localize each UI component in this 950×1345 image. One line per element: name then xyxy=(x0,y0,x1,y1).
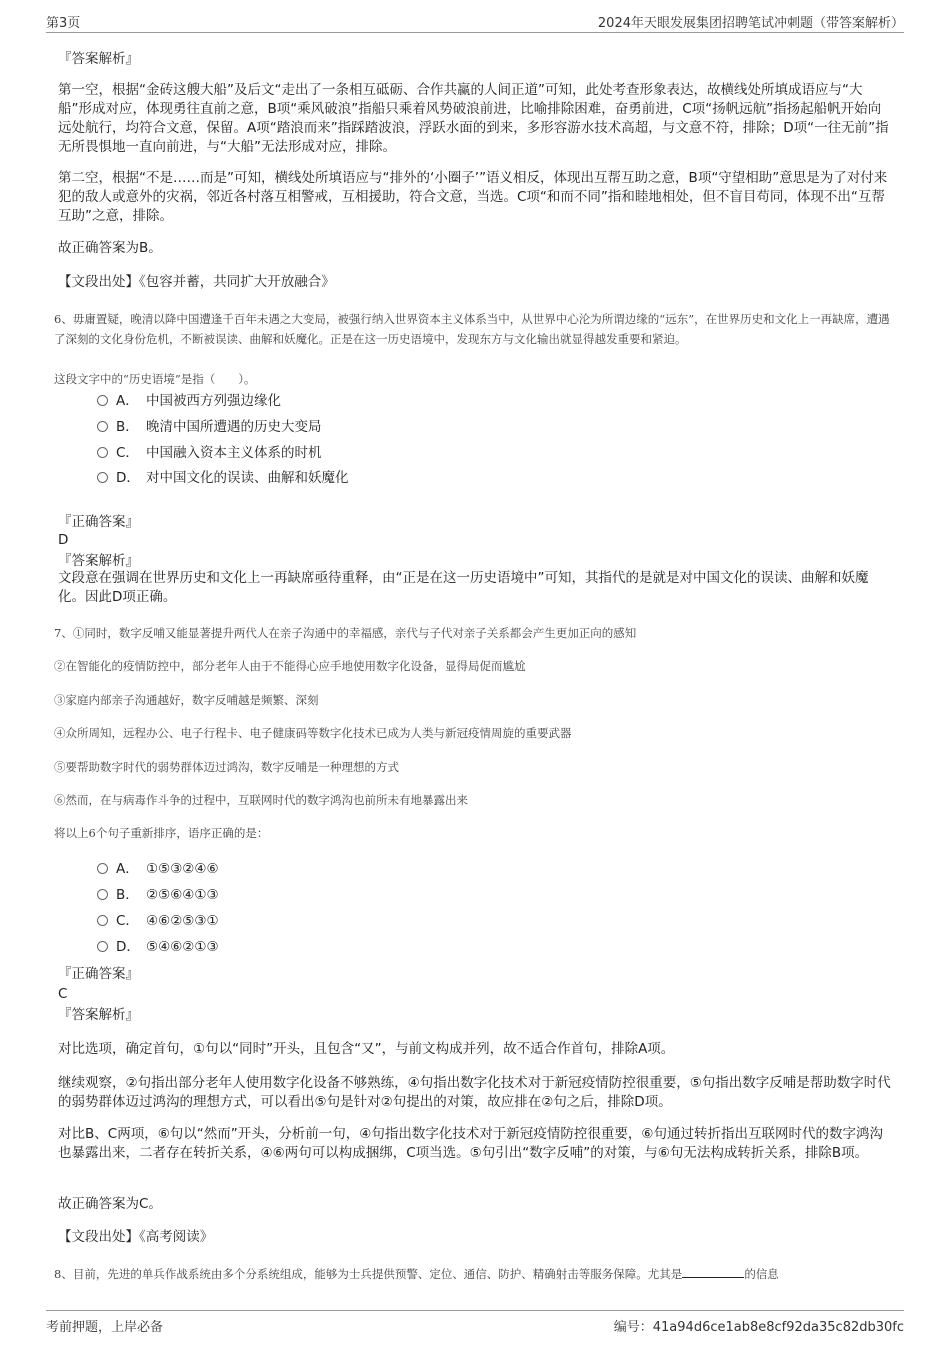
q6-option-d[interactable]: D． 对中国文化的误读、曲解和妖魔化 xyxy=(97,467,349,489)
q5-analysis-label: 『答案解析』 xyxy=(58,51,139,67)
q7-option-b[interactable]: B． ②⑤⑥④①③ xyxy=(97,884,219,906)
q6-option-c[interactable]: C． 中国融入资本主义体系的时机 xyxy=(97,442,322,464)
q5-analysis-para1: 第一空，根据“金砖这艘大船”及后文“走出了一条相互砥砺、合作共赢的人间正道”可知，此处考查形象表达，故横线处所填成语应与“大船”形成对应，体现勇往直前之意，B项“乘风破浪”指船只乘着风势破浪前进，比喻排除困难，奋勇前进，C项“扬帆远航”指扬起船帆开始向远处航行，均符合文意，保留。A项“踏浪而来”指踩踏波浪，浮跃水面的到来，多形容游水技术高超，与文意不符，排除；D项“一往无前”指无所畏惧地一直向前进，与“大船”无法形成对应，排除。 xyxy=(58,82,889,155)
q7-conclusion: 故正确答案为C。 xyxy=(58,1196,162,1212)
q7-option-a[interactable]: A． ①⑤③②④⑥ xyxy=(97,858,219,880)
q6-correct-label: 『正确答案』 xyxy=(58,514,139,530)
radio-icon[interactable] xyxy=(97,915,108,926)
q7-sentence-1: 7、①同时，数字反哺又能显著提升两代人在亲子沟通中的幸福感，亲代与子代对亲子关系都会产生更加正向的感知 xyxy=(54,626,637,640)
q7-analysis-3: 对比B、C两项，⑥句以“然而”开头，分析前一句，④句指出数字化技术对于新冠疫情防控很重要，⑥句通过转折指出互联网时代的数字鸿沟也暴露出来，二者存在转折关系，④⑥两句可以构成捆绑，C项当选。⑤句引出“数字反哺”的对策，与⑥句无法构成转折关系，排除B项。 xyxy=(58,1126,883,1161)
q6-option-b[interactable]: B． 晚清中国所遭遇的历史大变局 xyxy=(97,416,322,438)
radio-icon[interactable] xyxy=(97,447,108,458)
document-id: 编号：41a94d6ce1ab8e8cf92da35c82db30fc xyxy=(613,1320,904,1335)
q7-option-d[interactable]: D． ⑤④⑥②①③ xyxy=(97,936,219,958)
q7-analysis-label: 『答案解析』 xyxy=(58,1007,139,1023)
q7-analysis-2: 继续观察，②句指出部分老年人使用数字化设备不够熟练，④句指出数字化技术对于新冠疫情防控很重要，⑤句指出数字反哺是帮助数字时代的弱势群体迈过鸿沟的理想方式，可以看出⑤句是针对②句提出的对策，故应排在②句之后，排除D项。 xyxy=(58,1075,891,1110)
q6-analysis-label: 『答案解析』 xyxy=(58,553,139,569)
page-number: 第3页 xyxy=(46,16,81,31)
q5-analysis-para2: 第二空，根据“不是……而是”可知，横线处所填语应与“排外的‘小圈子’”语义相反，体现出互帮互助之意，B项“守望相助”意思是为了对付来犯的敌人或意外的灾祸，邻近各村落互相警戒，互相援助，符合文意，当选。C项“和而不同”指和睦地相处，但不盲目苟同，体现不出“互帮互助”之意，排除。 xyxy=(58,170,888,224)
q7-sentence-2: ②在智能化的疫情防控中，部分老年人由于不能得心应手地使用数字化设备，显得局促而尴尬 xyxy=(54,659,526,673)
q7-source: 【文段出处】《高考阅读》 xyxy=(58,1229,214,1245)
radio-icon[interactable] xyxy=(97,941,108,952)
q7-question: 将以上6个句子重新排序，语序正确的是： xyxy=(54,826,269,840)
q6-analysis: 文段意在强调在世界历史和文化上一再缺席亟待重释，由“正是在这一历史语境中”可知，其指代的是就是对中国文化的误读、曲解和妖魔化。因此D项正确。 xyxy=(58,570,869,605)
document-title: 2024年天眼发展集团招聘笔试冲刺题（带答案解析） xyxy=(597,16,904,31)
radio-icon[interactable] xyxy=(97,889,108,900)
q6-option-a[interactable]: A． 中国被西方列强边缘化 xyxy=(97,390,281,412)
q7-sentence-4: ④众所周知，远程办公、电子行程卡、电子健康码等数字化技术已成为人类与新冠疫情周旋的重要武器 xyxy=(54,726,572,740)
radio-icon[interactable] xyxy=(97,395,108,406)
q7-correct-label: 『正确答案』 xyxy=(58,966,139,982)
q7-correct-answer: C xyxy=(58,986,68,1002)
q6-question: 这段文字中的“历史语境”是指（ ）。 xyxy=(54,372,256,386)
q5-source: 【文段出处】《包容并蓄，共同扩大开放融合》 xyxy=(58,274,335,290)
answer-blank xyxy=(682,1265,744,1278)
page-footer xyxy=(46,1310,904,1335)
q5-conclusion: 故正确答案为B。 xyxy=(58,240,162,256)
q7-sentence-3: ③家庭内部亲子沟通越好，数字反哺越是频繁、深刻 xyxy=(54,693,319,707)
radio-icon[interactable] xyxy=(97,863,108,874)
radio-icon[interactable] xyxy=(97,472,108,483)
q6-stem: 6、毋庸置疑，晚清以降中国遭逢千百年未遇之大变局，被强行纳入世界资本主义体系当中，从世界中心沦为所谓边缘的“远东”，在世界历史和文化上一再缺席，遭遇了深刻的文化身份危机，不断被误读、曲解和妖魔化。正是在这一历史语境中，发现东方与文化输出就显得越发重要和紧迫。 xyxy=(54,312,890,346)
q7-sentence-6: ⑥然而，在与病毒作斗争的过程中，互联网时代的数字鸿沟也前所未有地暴露出来 xyxy=(54,793,468,807)
q7-option-c[interactable]: C． ④⑥②⑤③① xyxy=(97,910,219,932)
q8-stem: 8、目前，先进的单兵作战系统由多个分系统组成，能够为士兵提供预警、定位、通信、防护、精确射击等服务保障。尤其是 的信息 xyxy=(54,1267,779,1281)
footer-slogan: 考前押题，上岸必备 xyxy=(46,1320,164,1335)
radio-icon[interactable] xyxy=(97,421,108,432)
q7-sentence-5: ⑤要帮助数字时代的弱势群体迈过鸿沟，数字反哺是一种理想的方式 xyxy=(54,760,399,774)
q7-analysis-1: 对比选项，确定首句，①句以“同时”开头，且包含“又”，与前文构成并列，故不适合作首句，排除A项。 xyxy=(58,1041,675,1057)
page-header xyxy=(46,0,904,33)
q6-correct-answer: D xyxy=(58,532,69,548)
